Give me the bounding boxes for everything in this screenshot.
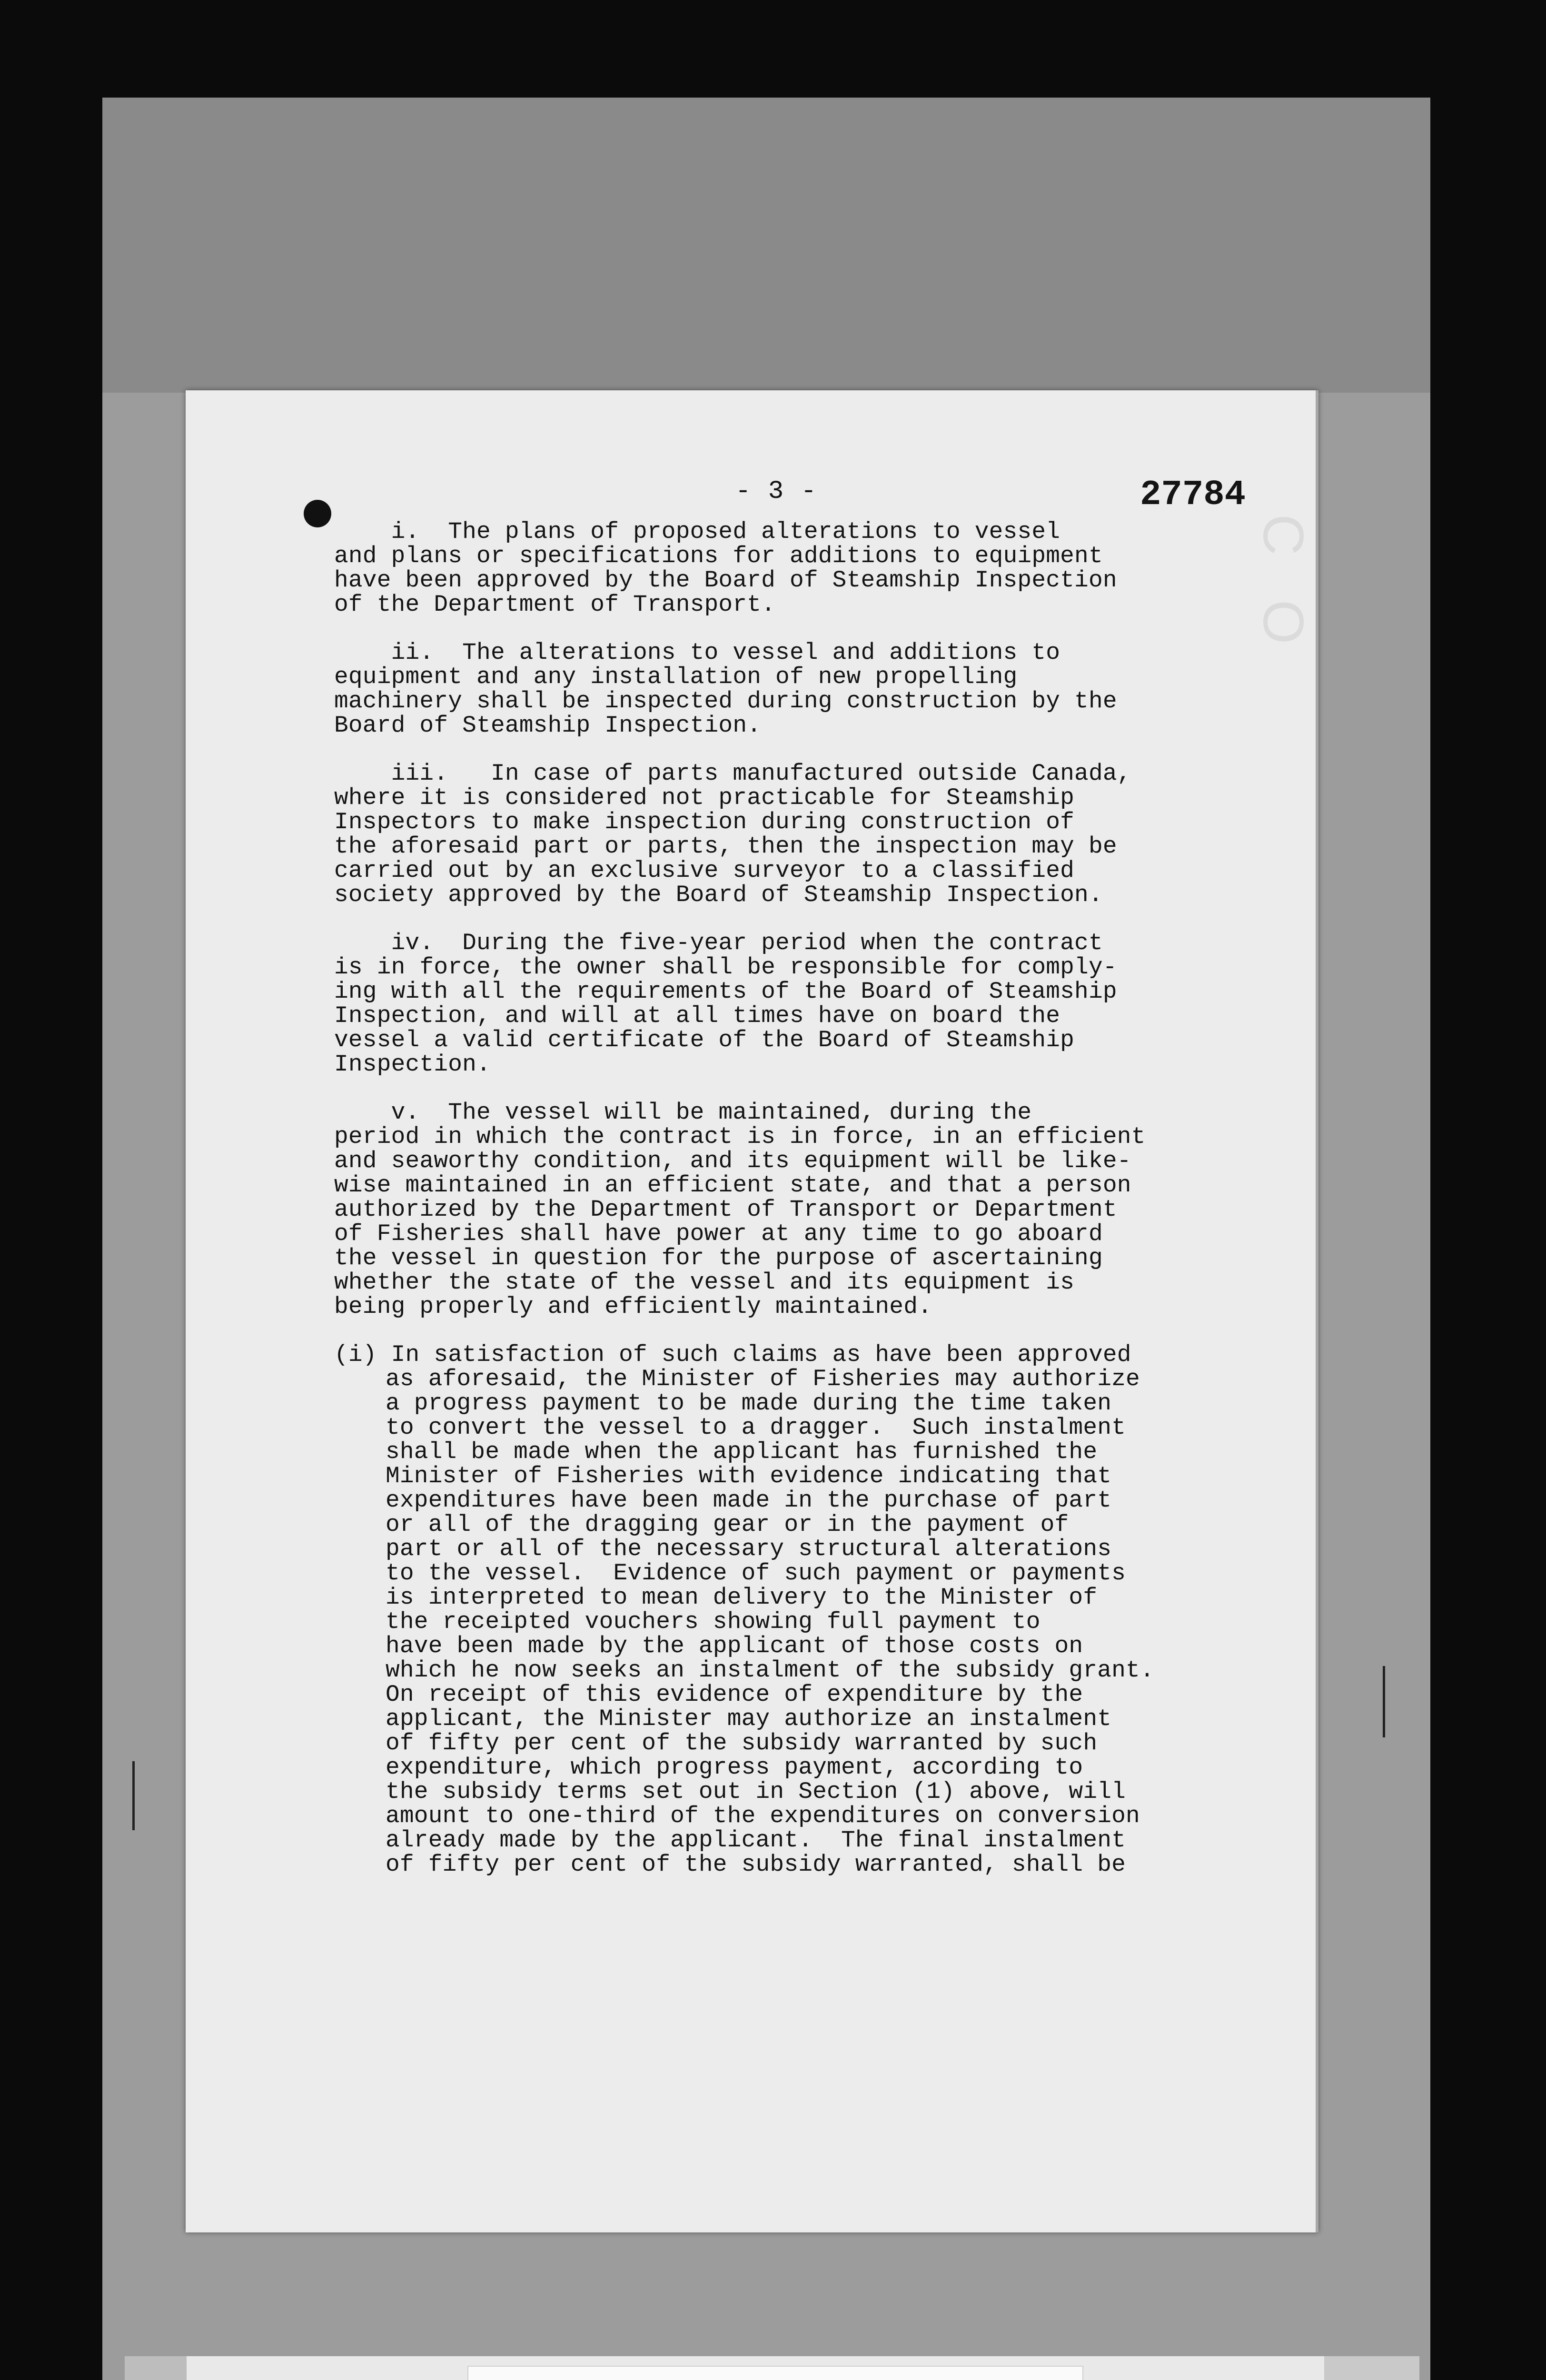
text-line: (i) In satisfaction of such claims as have been approved [334, 1341, 1131, 1368]
text-line: part or all of the necessary structural alterations [386, 1536, 1112, 1562]
text-line: the subsidy terms set out in Section (1) above, will [386, 1778, 1126, 1805]
faint-stamp: C O [1251, 514, 1315, 659]
collection-tape-label [467, 2366, 1083, 2380]
text-line: of the Department of Transport. [334, 591, 776, 618]
text-line: being properly and efficiently maintained. [334, 1293, 932, 1320]
text-line: v. The vessel will be maintained, during the [334, 1099, 1032, 1126]
margin-mark [132, 1761, 135, 1830]
text-line: authorized by the Department of Transport or Department [334, 1196, 1117, 1223]
text-line: is in force, the owner shall be responsible for comply- [334, 954, 1117, 981]
paragraph-i [334, 520, 1277, 617]
text-line: where it is considered not practicable for Steamship [334, 784, 1075, 811]
paragraph-v [334, 1101, 1277, 1319]
text-line: equipment and any installation of new propelling [334, 664, 1018, 690]
text-line: whether the state of the vessel and its equipment is [334, 1269, 1075, 1296]
text-line: Inspection, and will at all times have on board the [334, 1002, 1060, 1029]
paragraph-iv [334, 931, 1277, 1077]
card-edge-right [1324, 2356, 1419, 2380]
text-line: applicant, the Minister may authorize an instalment [386, 1706, 1112, 1732]
punch-hole [304, 500, 331, 527]
text-line: Inspectors to make inspection during construction of [334, 809, 1075, 835]
text-line: ii. The alterations to vessel and additions to [334, 639, 1060, 666]
text-line: On receipt of this evidence of expenditure by the [386, 1681, 1083, 1708]
text-line: shall be made when the applicant has furnished the [386, 1438, 1098, 1465]
text-line: ing with all the requirements of the Board of Steamship [334, 978, 1117, 1005]
text-line: Minister of Fisheries with evidence indicating that [386, 1463, 1112, 1489]
text-line: already made by the applicant. The final instalment [386, 1827, 1126, 1854]
text-line: society approved by the Board of Steamship Inspection. [334, 882, 1103, 908]
text-line: period in which the contract is in force, in an efficient [334, 1123, 1146, 1150]
document-body [334, 520, 1277, 1901]
text-line: have been approved by the Board of Steamship Inspection [334, 567, 1117, 594]
text-line: as aforesaid, the Minister of Fisheries may authorize [386, 1366, 1140, 1392]
text-line: have been made by the applicant of those costs on [386, 1633, 1083, 1659]
text-line: of Fisheries shall have power at any time to go aboard [334, 1220, 1103, 1247]
text-line: to convert the vessel to a dragger. Such instalment [386, 1414, 1126, 1441]
archive-label-card [125, 2356, 1419, 2380]
document-page [186, 390, 1318, 2232]
text-line: machinery shall be inspected during construction by the [334, 688, 1117, 714]
text-line: the receipted vouchers showing full payment to [386, 1608, 1041, 1635]
text-line: is interpreted to mean delivery to the Minister of [386, 1584, 1098, 1611]
text-line: vessel a valid certificate of the Board of Steamship [334, 1027, 1075, 1053]
text-line: wise maintained in an efficient state, and that a person [334, 1172, 1131, 1199]
page-number: - 3 - [735, 477, 818, 506]
document-number: 27784 [1140, 475, 1246, 515]
text-line: Inspection. [334, 1051, 491, 1078]
paragraph-iii [334, 762, 1277, 907]
text-line: expenditures have been made in the purchase of part [386, 1487, 1112, 1514]
text-line: to the vessel. Evidence of such payment or payments [386, 1560, 1126, 1587]
text-line: of fifty per cent of the subsidy warranted by such [386, 1730, 1098, 1756]
text-line: or all of the dragging gear or in the payment of [386, 1511, 1069, 1538]
text-line: iv. During the five-year period when the contract [334, 930, 1103, 956]
text-line: a progress payment to be made during the time taken [386, 1390, 1112, 1417]
text-line: and plans or specifications for additions to equipment [334, 543, 1103, 569]
text-line: iii. In case of parts manufactured outside Canada, [334, 760, 1131, 787]
margin-mark [1383, 1666, 1385, 1737]
text-line: i. The plans of proposed alterations to vessel [334, 518, 1060, 545]
text-line: carried out by an exclusive surveyor to a classified [334, 857, 1075, 884]
text-line: the aforesaid part or parts, then the inspection may be [334, 833, 1117, 860]
paragraph-ii [334, 641, 1277, 738]
card-edge-left [125, 2356, 187, 2380]
mount-shadow [102, 98, 1430, 393]
text-line: the vessel in question for the purpose of ascertaining [334, 1245, 1103, 1271]
text-line: expenditure, which progress payment, according to [386, 1754, 1083, 1781]
text-line: Board of Steamship Inspection. [334, 712, 762, 739]
text-line: and seaworthy condition, and its equipment will be like- [334, 1148, 1131, 1174]
text-line: which he now seeks an instalment of the subsidy grant. [386, 1657, 1154, 1684]
text-line: of fifty per cent of the subsidy warranted, shall be [386, 1851, 1126, 1878]
clause-i [334, 1343, 1277, 1877]
text-line: amount to one-third of the expenditures on conversion [386, 1803, 1140, 1829]
